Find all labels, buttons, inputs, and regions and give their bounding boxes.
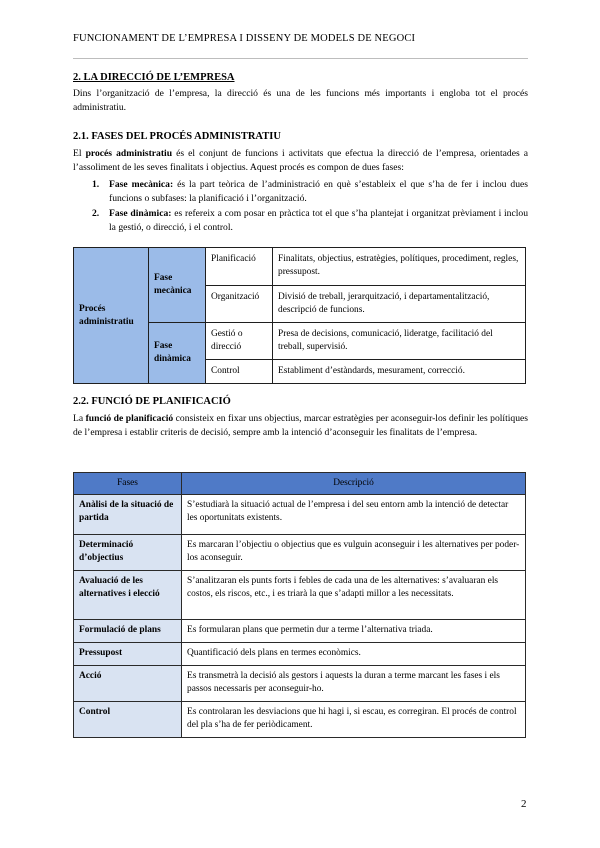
subphase-label: Organització	[211, 292, 260, 302]
subphase-desc-cell	[273, 286, 526, 323]
table-row	[74, 571, 526, 620]
planif-para-term: funció de planificació	[85, 413, 174, 424]
subphase-cell	[206, 286, 273, 323]
fase-desc: Es marcaran l’objectiu o objectius que es vulguin aconseguir i les alternatives per poder-los aconseguir.	[182, 535, 526, 571]
page-header: FUNCIONAMENT DE L’EMPRESA I DISSENY DE MODELS DE NEGOCI	[73, 33, 416, 44]
subphase-desc: Presa de decisions, comunicació, lideratge, facilitació del treball, supervisió.	[278, 329, 493, 352]
table-row	[74, 495, 526, 535]
subphase-desc-cell	[273, 248, 526, 286]
list-item	[92, 178, 528, 206]
fase-desc: Es transmetrà la decisió als gestors i aquests la duran a terme marcant les fases i els passos necessaris per aconseguir-ho.	[182, 666, 526, 702]
header-divider	[73, 58, 528, 59]
fase-desc: S’estudiarà la situació actual de l’empresa i del seu entorn amb la intenció de detectar les oportunitats existents.	[182, 495, 526, 535]
fase-desc: Quantificació dels plans en termes econòmics.	[182, 643, 526, 666]
section-title: 2. LA DIRECCIÓ DE L’EMPRESA	[73, 72, 235, 83]
list-text: es refereix a com posar en pràctica tot el que s’ha plantejat i organitzat prèviament i inclou la gestió, o direcció, i el control.	[109, 208, 528, 233]
column-header-fases: Fases	[74, 473, 182, 495]
subphase-cell	[206, 323, 273, 360]
fase-name: Formulació de plans	[74, 620, 182, 643]
fase-name: Determinació d’objectius	[74, 535, 182, 571]
table-row	[74, 666, 526, 702]
phase-cell	[149, 323, 206, 384]
process-table	[73, 247, 526, 384]
fases-para-term: procés administratiu	[85, 148, 173, 159]
fase-name: Anàlisi de la situació de partida	[74, 495, 182, 535]
list-number: 2.	[92, 208, 100, 219]
subphase-cell	[206, 360, 273, 384]
subphase-label: Control	[211, 366, 240, 376]
planificacio-paragraph	[73, 412, 528, 440]
subsection-title-planificacio: 2.2. FUNCIÓ DE PLANIFICACIÓ	[73, 396, 231, 407]
subphase-cell	[206, 248, 273, 286]
planif-para-rest: consisteix en fixar uns objectius, marcar estratègies per aconseguir-los definir les polítiques de l’empresa i establir criteris de decisió, sempre amb la intenció d’aconseguir les finalitats de l’empresa.	[73, 413, 528, 438]
phase-label: Fase mecànica	[154, 273, 192, 296]
table-row	[74, 620, 526, 643]
subphase-desc-cell	[273, 323, 526, 360]
subphase-desc: Finalitats, objectius, estratègies, polítiques, procediment, regles, pressupost.	[278, 254, 519, 277]
fase-name: Control	[74, 702, 182, 738]
fases-para-prefix: El	[73, 148, 86, 159]
subphase-label: Gestió o direcció	[211, 329, 243, 352]
planif-para-prefix: La	[73, 413, 86, 424]
phase-cell	[149, 248, 206, 323]
list-term: Fase dinàmica:	[109, 208, 172, 219]
fase-desc: Es formularan plans que permetin dur a terme l’alternativa triada.	[182, 620, 526, 643]
subphase-desc-cell	[273, 360, 526, 384]
table-row	[74, 535, 526, 571]
subphase-desc: Establiment d’estàndards, mesurament, correcció.	[278, 366, 465, 376]
phases-list	[92, 178, 528, 236]
process-label: Procés administratiu	[79, 303, 134, 327]
table-row	[74, 702, 526, 738]
phase-label: Fase dinàmica	[154, 341, 191, 364]
table-header-row	[74, 473, 526, 495]
planning-table	[73, 472, 526, 738]
table-row	[74, 643, 526, 666]
intro-paragraph: Dins l’organització de l’empresa, la direcció és una de les funcions més importants i engloba tot el procés administratiu.	[73, 88, 528, 113]
subphase-label: Planificació	[211, 254, 256, 264]
subphase-desc: Divisió de treball, jerarquització, i departamentalització, descripció de funcions.	[278, 292, 490, 315]
fases-para-rest: és el conjunt de funcions i activitats que efectua la direcció de l’empresa, orientades a l’assoliment de les seves finalitats i objectius. Aquest procés es compon de dues fases:	[73, 148, 528, 173]
list-text: és la part teòrica de l’administració en què s’estableix el que s’ha de fer i inclou dues funcions o subfases: la planificació i l’organització.	[109, 179, 528, 204]
fase-name: Acció	[74, 666, 182, 702]
process-cell	[74, 248, 149, 384]
fase-desc: Es controlaran les desviacions que hi hagi i, si escau, es corregiran. El procés de control del pla s’ha de fer periòdicament.	[182, 702, 526, 738]
fase-name: Pressupost	[74, 643, 182, 666]
column-header-descripcio: Descripció	[182, 473, 526, 495]
fase-desc: S’analitzaran els punts forts i febles de cada una de les alternatives: s’avaluaran els costos, els riscos, etc., i es triarà la que s’adapti millor a les necessitats.	[182, 571, 526, 620]
list-term: Fase mecànica:	[109, 179, 174, 190]
fases-paragraph	[73, 147, 528, 175]
list-number: 1.	[92, 179, 100, 190]
fase-name: Avaluació de les alternatives i elecció	[74, 571, 182, 620]
subsection-title-fases: 2.1. FASES DEL PROCÉS ADMINISTRATIU	[73, 131, 281, 142]
list-item	[92, 207, 528, 235]
page-number: 2	[521, 798, 527, 810]
